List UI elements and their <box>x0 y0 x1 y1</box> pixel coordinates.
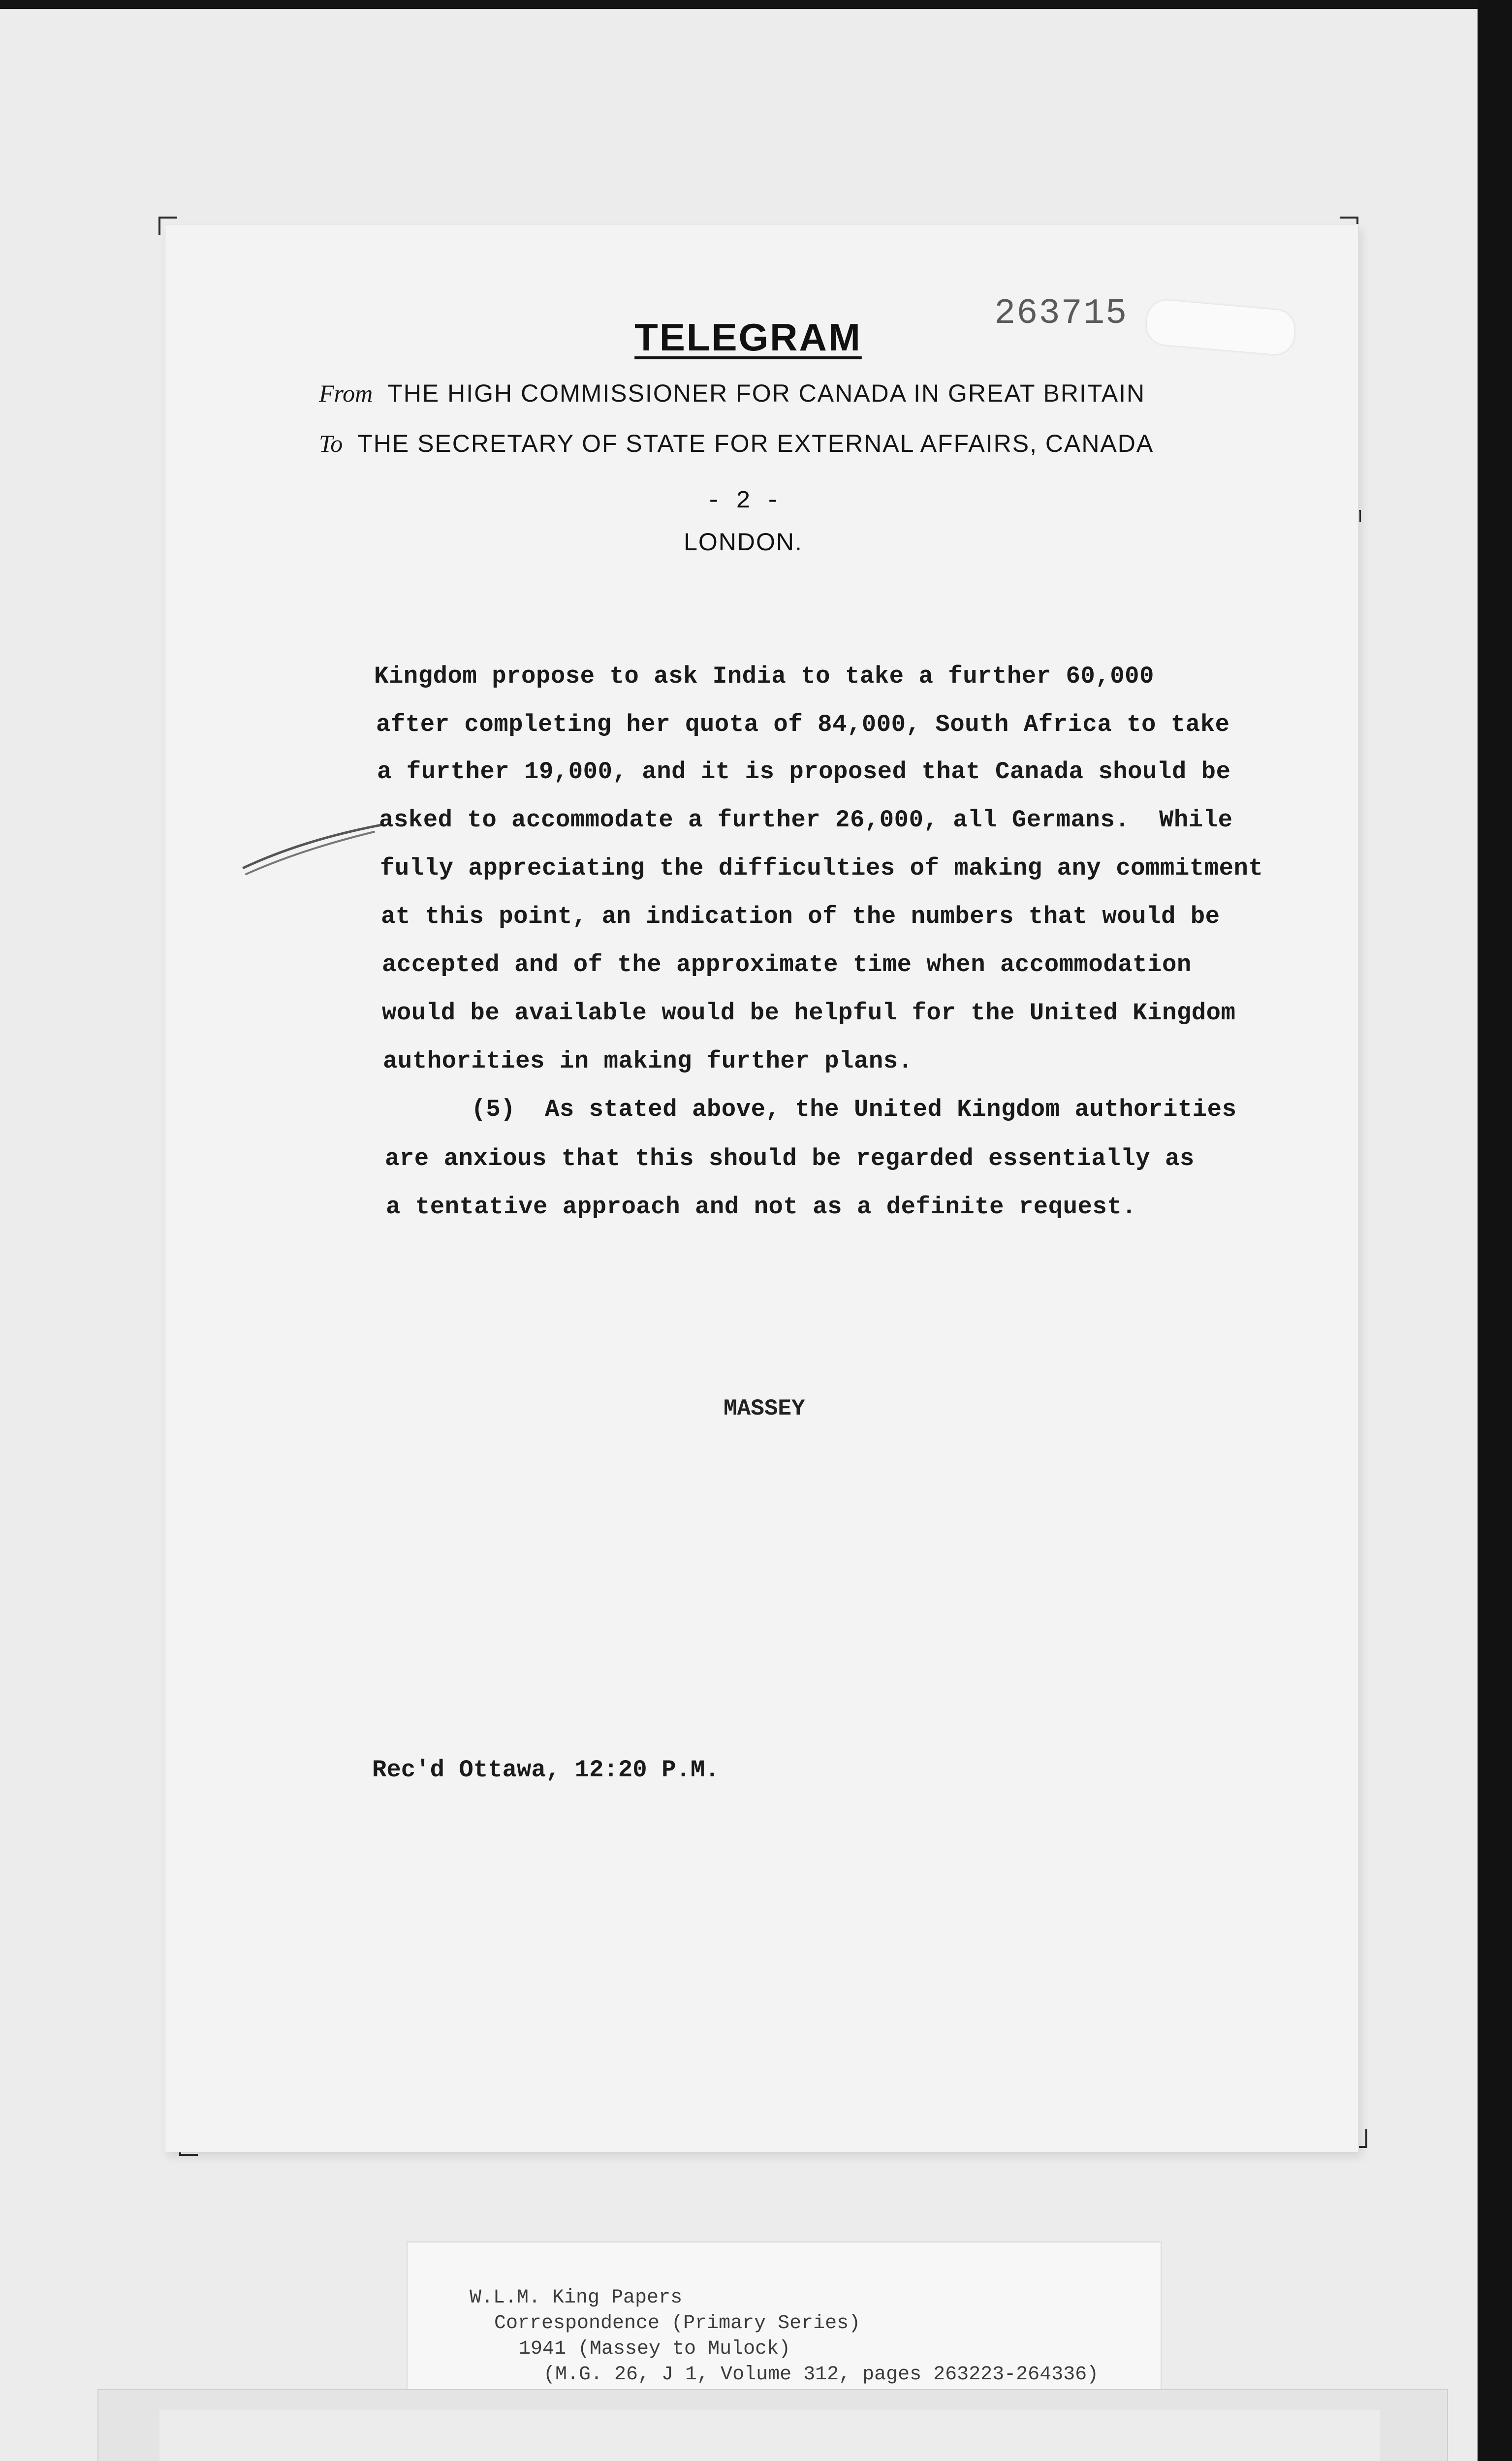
body-line: at this point, an indication of the numbers that would be <box>381 903 1220 930</box>
body-line: after completing her quota of 84,000, South Africa to take <box>376 711 1230 738</box>
body-line: fully appreciating the difficulties of making any commitment <box>380 854 1263 882</box>
from-text: THE HIGH COMMISSIONER FOR CANADA IN GREAT BRITAIN <box>387 379 1146 407</box>
archive-stamp <box>98 2390 1447 2461</box>
from-label: From <box>319 379 373 407</box>
body-line: accepted and of the approximate time when accommodation <box>382 951 1192 978</box>
reference-line: 1941 (Massey to Mulock) <box>519 2338 791 2360</box>
body-line: (5) As stated above, the United Kingdom authorities <box>383 1096 1237 1123</box>
body-line: asked to accommodate a further 26,000, all Germans. While <box>379 806 1233 834</box>
received-time: Rec'd Ottawa, 12:20 P.M. <box>372 1756 720 1784</box>
scan-right-edge <box>1478 0 1512 2461</box>
body-line: are anxious that this should be regarded essentially as <box>385 1145 1195 1172</box>
reference-line: Correspondence (Primary Series) <box>494 2312 861 2335</box>
to-label: To <box>319 430 343 457</box>
body-line: Kingdom propose to ask India to take a further 60,000 <box>374 663 1154 690</box>
to-text: THE SECRETARY OF STATE FOR EXTERNAL AFFAIRS, CANADA <box>357 430 1154 457</box>
telegram-title: TELEGRAM <box>634 316 862 359</box>
page-number: - 2 - <box>706 487 781 515</box>
reference-card <box>408 2242 1161 2400</box>
body-line: a tentative approach and not as a definite request. <box>386 1193 1137 1221</box>
serial-number: 263715 <box>994 293 1128 334</box>
body-line: authorities in making further plans. <box>383 1047 913 1075</box>
reference-line: (M.G. 26, J 1, Volume 312, pages 263223-264336) <box>543 2364 1099 2386</box>
reference-line: W.L.M. King Papers <box>470 2287 683 2309</box>
to-line <box>319 429 1154 458</box>
signature: MASSEY <box>724 1396 805 1421</box>
body-line: a further 19,000, and it is proposed that Canada should be <box>377 758 1231 786</box>
from-line <box>319 379 1145 408</box>
stamp-panel <box>159 2410 1380 2461</box>
pencil-mark <box>241 821 384 875</box>
place-of-origin: LONDON. <box>684 528 803 556</box>
body-line: would be available would be helpful for the United Kingdom <box>382 999 1236 1027</box>
scan-top-edge <box>0 0 1512 9</box>
